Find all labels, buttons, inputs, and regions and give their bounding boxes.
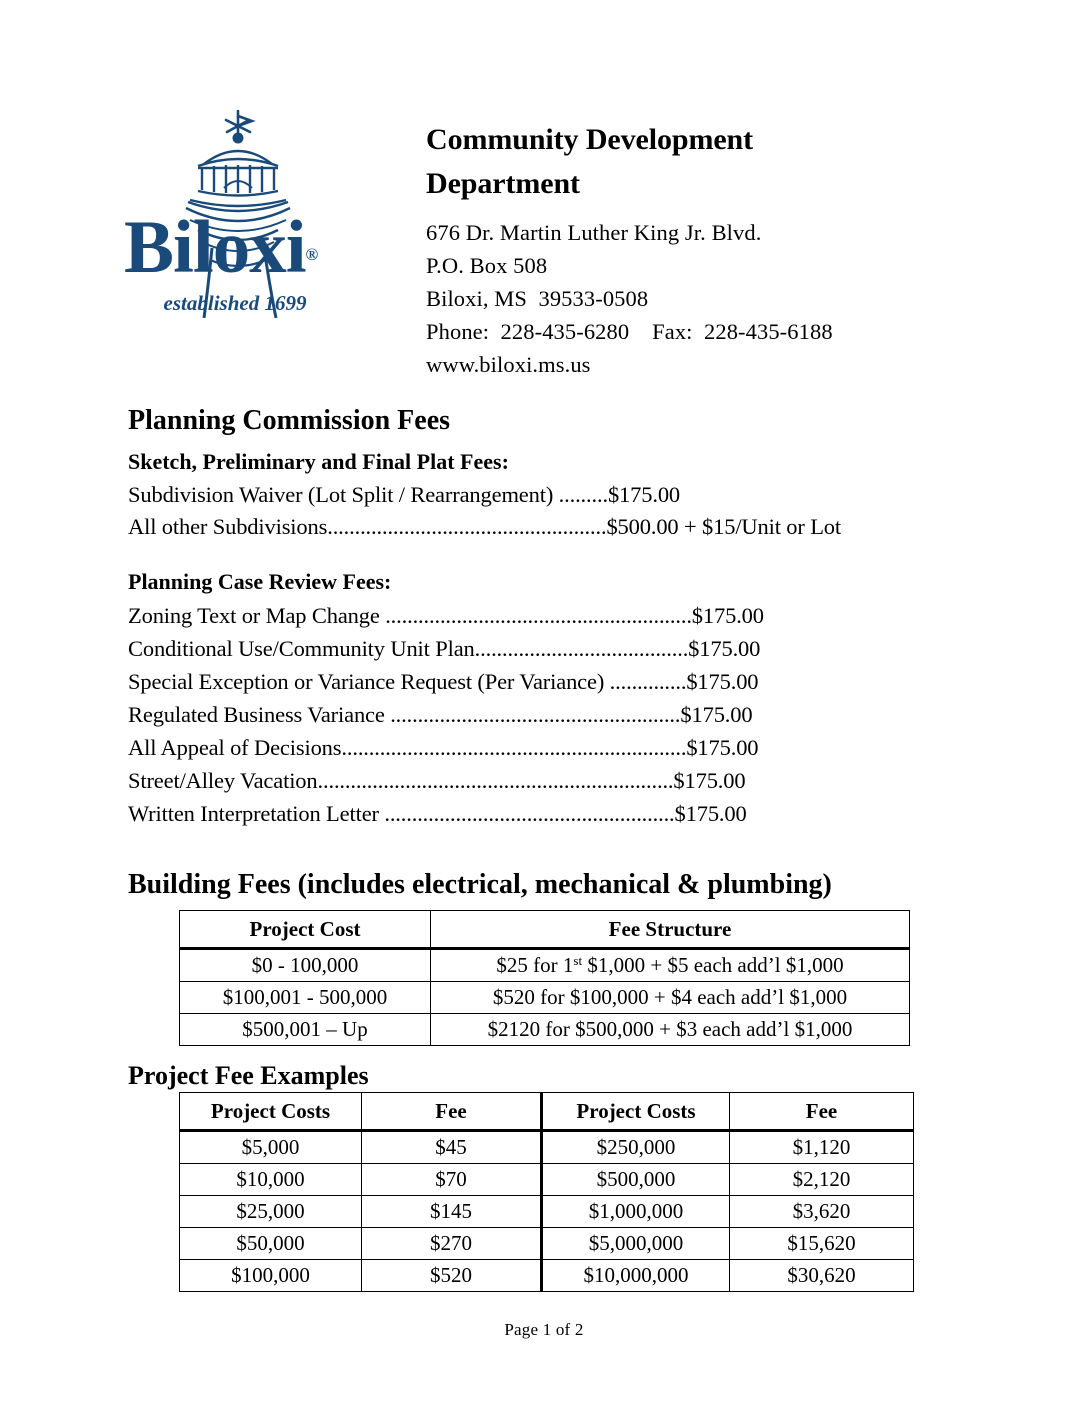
address-website: www.biloxi.ms.us [426,352,591,377]
fee-amount: $175.00 [607,482,681,507]
org-title-line1: Community Development [426,123,754,156]
cell-project-cost-1: $5,000 [180,1131,362,1164]
org-title [426,118,986,206]
registered-trademark-icon: ® [305,245,318,264]
project-fee-examples-heading: Project Fee Examples [128,1061,369,1090]
cell-fee-structure: $520 for $100,000 + $4 each add’l $1,000 [431,982,910,1014]
cell-fee-1: $520 [362,1260,542,1292]
building-fees-heading: Building Fees (includes electrical, mechanical & plumbing) [128,869,832,900]
column-header-project-costs-2: Project Costs [542,1093,730,1131]
table-row [180,1131,914,1164]
fee-amount: $175.00 [688,636,761,661]
cell-project-cost: $0 - 100,000 [180,949,431,982]
document-header [0,0,1088,390]
cell-fee-structure: $2120 for $500,000 + $3 each add’l $1,000 [431,1014,910,1046]
fee-label: Regulated Business Variance [128,702,385,727]
case-review-subheading: Planning Case Review Fees: [128,569,392,594]
column-header-project-costs-1: Project Costs [180,1093,362,1131]
cell-project-cost-2: $1,000,000 [542,1196,730,1228]
cell-project-cost-2: $250,000 [542,1131,730,1164]
fee-label: Conditional Use/Community Unit Plan [128,636,475,661]
organization-block [426,118,986,381]
address-po-box: P.O. Box 508 [426,253,548,278]
cell-fee-1: $145 [362,1196,542,1228]
fee-label: Subdivision Waiver (Lot Split / Rearrangement) [128,482,554,507]
cell-project-cost-1: $25,000 [180,1196,362,1228]
project-fee-examples-table [179,1092,914,1292]
table-row [180,1014,910,1046]
fee-line [128,511,841,543]
table-row [180,949,910,982]
fee-label: All other Subdivisions [128,514,328,539]
cell-project-cost-2: $500,000 [542,1164,730,1196]
org-title-line2: Department [426,167,580,200]
column-header-fee-1: Fee [362,1093,542,1131]
fee-amount: $175.00 [673,768,746,793]
fee-line [128,765,745,797]
cell-project-cost-1: $100,000 [180,1260,362,1292]
cell-project-cost-1: $10,000 [180,1164,362,1196]
fee-label: Street/Alley Vacation [128,768,318,793]
ordinal-suffix: st [573,952,583,968]
cell-project-cost: $100,001 - 500,000 [180,982,431,1014]
address-city-state-zip: Biloxi, MS 39533-0508 [426,286,649,311]
cell-fee-1: $70 [362,1164,542,1196]
fee-leader: ................................................... [327,514,607,539]
address-phone-fax: Phone: 228-435-6280 Fax: 228-435-6188 [426,319,833,344]
fee-line [128,479,680,511]
table-header-row [180,1093,914,1131]
table-row [180,1164,914,1196]
cell-fee-1: $270 [362,1228,542,1260]
fee-line [128,600,764,632]
cell-fee-2: $15,620 [730,1228,914,1260]
cell-project-cost: $500,001 – Up [180,1014,431,1046]
building-fees-table [179,910,910,1046]
logo-wordmark [124,208,354,295]
fee-label: Zoning Text or Map Change [128,603,380,628]
fee-amount: $175.00 [674,801,747,826]
fee-leader: ....................................... [474,636,689,661]
table-row [180,1196,914,1228]
fee-label: Special Exception or Variance Request (Per Variance) [128,669,605,694]
fee-line [128,666,758,698]
fee-leader: ................................................................. [317,768,674,793]
column-header-fee-structure: Fee Structure [431,911,910,949]
fee-line [128,798,747,830]
cell-project-cost-1: $50,000 [180,1228,362,1260]
cell-project-cost-2: $10,000,000 [542,1260,730,1292]
address-street: 676 Dr. Martin Luther King Jr. Blvd. [426,220,762,245]
cell-fee-2: $1,120 [730,1131,914,1164]
plat-fees-subheading: Sketch, Preliminary and Final Plat Fees: [128,449,509,474]
fee-label: All Appeal of Decisions [128,735,342,760]
fee-leader: ........................................................ [379,603,692,628]
table-row [180,1228,914,1260]
table-row [180,1260,914,1292]
table-row [180,982,910,1014]
fee-line [128,732,758,764]
fee-structure-post: $1,000 + $5 each add’l $1,000 [582,953,844,977]
logo-wordmark-text: Biloxi [124,206,306,289]
cell-project-cost-2: $5,000,000 [542,1228,730,1260]
column-header-fee-2: Fee [730,1093,914,1131]
cell-fee-1: $45 [362,1131,542,1164]
biloxi-logo [124,108,348,318]
cell-fee-2: $30,620 [730,1260,914,1292]
cell-fee-2: $2,120 [730,1164,914,1196]
table-header-row [180,911,910,949]
fee-line [128,699,752,731]
fee-line [128,633,760,665]
fee-structure-pre: $25 for 1 [496,953,574,977]
planning-commission-heading: Planning Commission Fees [128,405,451,436]
column-header-project-cost: Project Cost [180,911,431,949]
fee-amount: $175.00 [686,669,759,694]
fee-label: Written Interpretation Letter [128,801,379,826]
fee-leader: ......... [553,482,608,507]
fee-amount: $175.00 [691,603,764,628]
fee-leader: ..................................................... [378,801,675,826]
fee-leader: .............. [604,669,687,694]
cell-fee-structure [431,949,910,982]
org-address [426,216,986,381]
fee-leader: ............................................................... [341,735,687,760]
lantern-finial [233,133,244,144]
fee-amount: $500.00 + $15/Unit or Lot [606,514,842,539]
logo-tagline: established 1699 [163,291,307,315]
fee-amount: $175.00 [680,702,753,727]
fee-leader: ..................................................... [384,702,681,727]
fee-amount: $175.00 [686,735,759,760]
cell-fee-2: $3,620 [730,1196,914,1228]
page-footer: Page 1 of 2 [504,1320,584,1339]
